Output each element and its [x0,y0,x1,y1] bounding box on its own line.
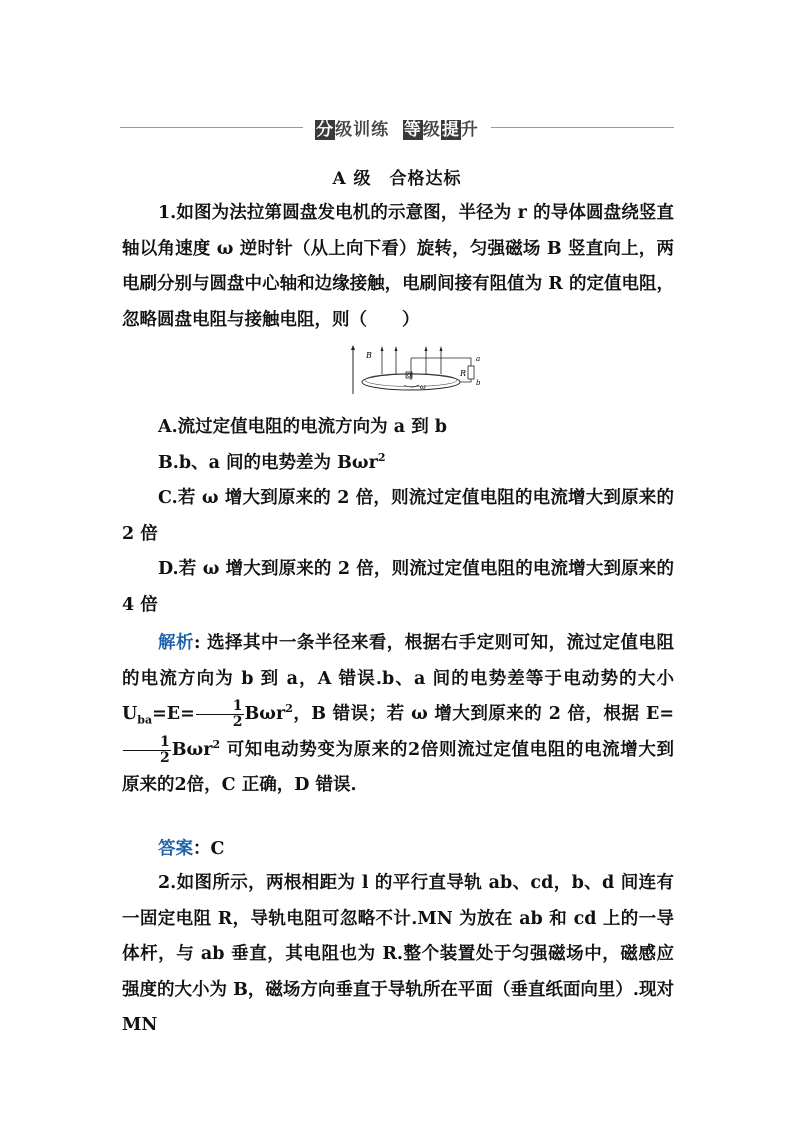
option-d: D.若 ω 增大到原来的 2 倍，则流过定值电阻的电流增大到原来的 4 倍 [122,559,674,615]
figure-label-R: R [460,369,467,378]
option-b: B.b、a 间的电势差为 Bωr$^2$ [158,450,386,473]
option-c: C.若 ω 增大到原来的 2 倍，则流过定值电阻的电流增大到原来的 2 倍 [122,488,674,544]
figure-label-b: b [476,379,481,387]
answer-value: ：C [193,839,225,859]
option-a: A.流过定值电阻的电流方向为 a 到 b [158,417,448,437]
analysis-label: 解析 [158,633,194,653]
figure-label-B: B [366,351,372,360]
answer-label: 答案 [158,839,193,859]
question-1-options [122,410,674,623]
faraday-disk-figure [346,344,486,396]
level-title: A 级 合格达标 [332,169,462,189]
fraction-one-half: $\frac{1}{2}$ [196,699,244,730]
analysis-text: 解析: 选择其中一条半径来看，根据右手定则可知，流过定值电阻的电流方向为 b 到 a，A 错误.b、a 间的电势差等于电动势的大小 $U_{ba}=E=$ $\frac{1}{2}$ Bωr$^2$，B 错误；若 ω 增大到原来的 2 倍，根据 E= $\frac{1}{2}$ Bωr$^2$ 可知电动势变为原来的2倍则流过定值电阻的电流增大到原来的2倍，C 正确，D 错误. [122,633,674,795]
section-banner [120,112,674,142]
question-1-stem [122,196,674,338]
figure-label-O: O [407,373,411,379]
banner-title: 分级训练 等级提升 [316,119,479,140]
question-1-text: 1.如图为法拉第圆盘发电机的示意图，半径为 r 的导体圆盘绕竖直轴以角速度 ω 逆时针（从上向下看）旋转，匀强磁场 B 竖直向上，两电刷分别与圆盘中心轴和边缘接触，电刷间接有阻值为 R 的定值电阻，忽略圆盘电阻与接触电阻，则（ ） [122,203,674,330]
banner-rule-right [491,127,674,128]
figure-label-omega: ω [420,383,426,391]
question-2-text: 2.如图所示，两根相距为 l 的平行直导轨 ab、cd，b、d 间连有一固定电阻 R，导轨电阻可忽略不计.MN 为放在 ab 和 cd 上的一导体杆，与 ab 垂直，其电阻也为 R.整个装置处于匀强磁场中，磁感应强度的大小为 B，磁场方向垂直于导轨所在平面（垂直纸面向里）.现对 MN [122,873,674,1035]
banner-rule-left [120,127,303,128]
question-2 [122,866,674,1044]
figure-label-a: a [476,355,481,363]
fraction-one-half-2: $\frac{1}{2}$ [123,735,171,766]
answer-block [122,832,674,868]
analysis-block [122,626,674,804]
